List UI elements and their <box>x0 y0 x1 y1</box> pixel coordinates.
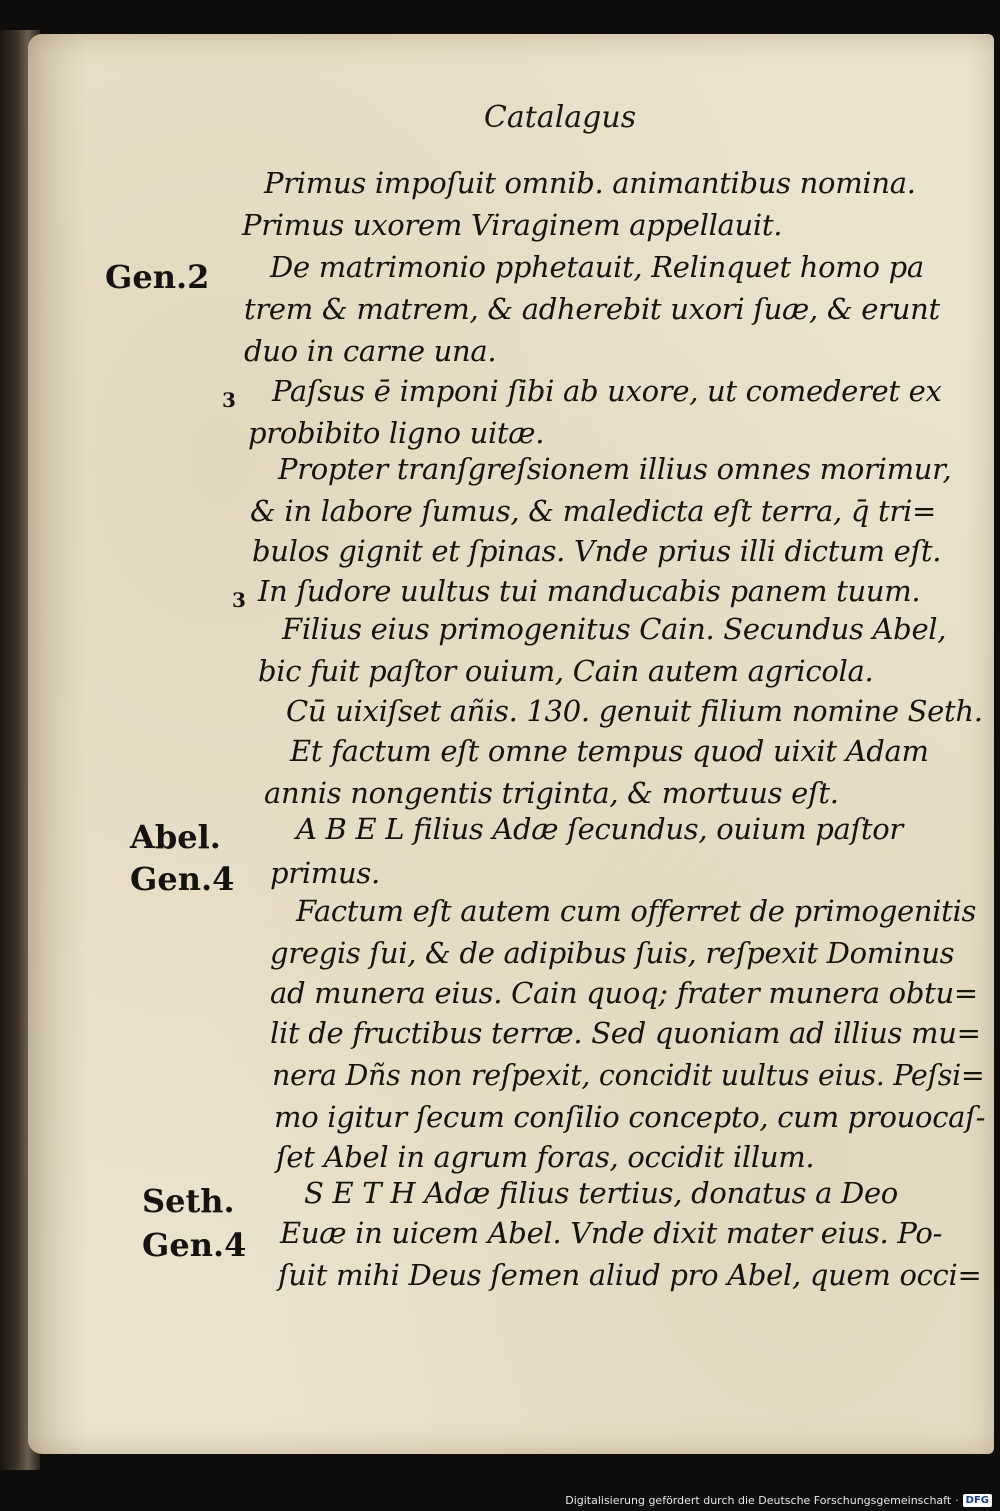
text-line: Euæ in uicem Abel. Vnde dixit mater eius. Po- <box>280 1216 943 1250</box>
text-line: & in labore ſumus, & maledicta eſt terra, q̄ tri= <box>250 494 936 528</box>
margin-note-gen4: Gen.4 <box>130 860 235 898</box>
text-line: duo in carne una. <box>244 334 497 368</box>
text-line: ad munera eius. Cain quoq; frater munera obtu= <box>270 976 978 1010</box>
text-line: In ſudore uultus tui manducabis panem tuum. <box>258 574 921 608</box>
text-line: Primus uxorem Viraginem appellauit. <box>242 208 783 242</box>
text-line: De matrimonio pphetauit, Relinquet homo pa <box>270 250 924 284</box>
text-line: bulos gignit et ſpinas. Vnde prius illi dictum eſt. <box>252 534 942 568</box>
text-line: A B E L filius Adæ ſecundus, ouium paſtor <box>296 812 903 846</box>
running-head: Catalagus <box>483 100 637 135</box>
text-line: ſuit mihi Deus ſemen aliud pro Abel, quem occi= <box>278 1258 982 1292</box>
text-line: trem & matrem, & adherebit uxori ſuæ, & erunt <box>244 292 940 326</box>
dfg-logo: DFG <box>963 1494 992 1507</box>
digitization-credit: Digitalisierung gefördert durch die Deutsche Forschungsgemeinschaft · DFG <box>565 1492 992 1508</box>
margin-note-gen4-second: Gen.4 <box>142 1226 247 1264</box>
text-line: Primus impoſuit omnib. animantibus nomina. <box>264 166 916 200</box>
text-line: S E T H Adæ filius tertius, donatus a Deo <box>304 1176 898 1210</box>
text-line: Factum eſt autem cum offerret de primogenitis <box>296 894 977 928</box>
text-line: lit de fructibus terræ. Sed quoniam ad illius mu= <box>270 1016 981 1050</box>
text-line: Paſsus ē imponi ſibi ab uxore, ut comederet ex <box>272 374 942 408</box>
text-line: ſet Abel in agrum foras, occidit illum. <box>276 1140 815 1174</box>
text-line: Filius eius primogenitus Cain. Secundus Abel, <box>282 612 947 646</box>
text-line: bic fuit paſtor ouium, Cain autem agricola. <box>258 654 874 688</box>
text-line: primus. <box>270 856 380 890</box>
text-line: gregis ſui, & de adipibus ſuis, reſpexit Dominus <box>270 936 955 970</box>
text-line: annis nongentis triginta, & mortuus eſt. <box>264 776 839 810</box>
credit-text: Digitalisierung gefördert durch die Deutsche Forschungsgemeinschaft <box>565 1493 952 1507</box>
text-line: Et factum eſt omne tempus quod uixit Adam <box>290 734 929 768</box>
line-marker: 3 <box>232 588 246 612</box>
line-marker: 3 <box>222 388 236 412</box>
text-line: Propter tranſgreſsionem illius omnes morimur, <box>278 452 952 486</box>
margin-note-gen2: Gen.2 <box>105 258 210 296</box>
text-line: nera Dñs non reſpexit, concidit uultus eius. Peſsi= <box>272 1058 985 1092</box>
text-line: Cū uixiſset añis. 130. genuit filium nomine Seth. <box>286 694 983 728</box>
text-line: mo igitur ſecum conſilio concepto, cum prouocaſ- <box>274 1100 986 1134</box>
text-line: probibito ligno uitæ. <box>248 416 545 450</box>
margin-note-abel: Abel. <box>130 818 221 856</box>
margin-note-seth: Seth. <box>142 1182 235 1220</box>
